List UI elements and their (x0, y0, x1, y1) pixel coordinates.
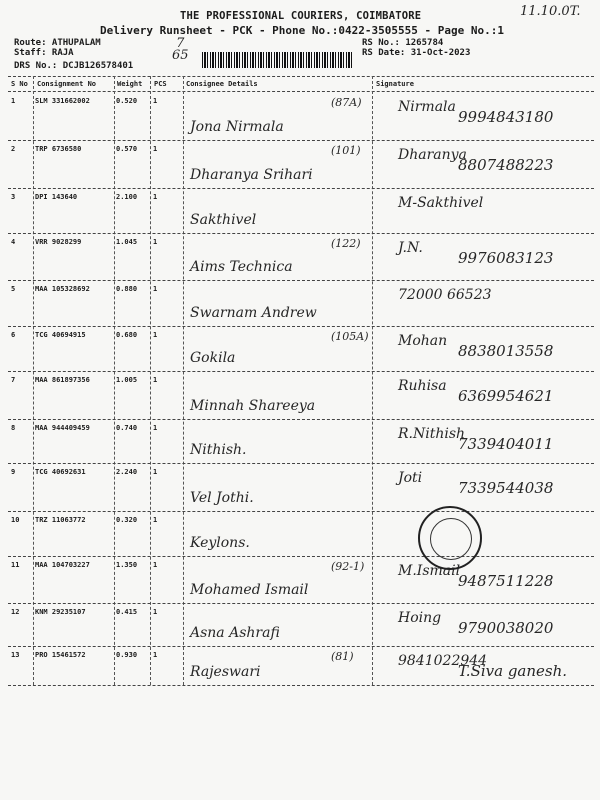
row-signature-1: 9841022944 (398, 653, 488, 669)
row-weight: 0.320 (116, 516, 138, 524)
row-signature-1: J.N. (398, 240, 423, 256)
delivery-stamp (418, 506, 482, 570)
row-signature-2: 9994843180 (458, 108, 554, 126)
row-sno: 6 (11, 331, 16, 339)
row-pcs: 1 (153, 424, 158, 432)
runsheet-subtitle: Delivery Runsheet - PCK - Phone No.:0422-3505555 - Page No.:1 (100, 24, 504, 37)
table-row (8, 646, 594, 686)
row-consignment: DPI 143640 (35, 193, 78, 201)
company-title: THE PROFESSIONAL COURIERS, COIMBATORE (180, 10, 422, 22)
row-note: (122) (331, 237, 361, 250)
table-row (8, 419, 594, 464)
row-consignee: Swarnam Andrew (190, 305, 317, 321)
table-row (8, 556, 594, 604)
row-sno: 13 (11, 651, 20, 659)
barcode (202, 52, 354, 68)
handwritten-mark-top: 7 (176, 36, 185, 51)
top-note: 11.10.0T. (520, 4, 581, 19)
column-header-pcs: PCS (154, 80, 167, 88)
row-weight: 0.520 (116, 97, 138, 105)
row-weight: 1.350 (116, 561, 138, 569)
table-row (8, 603, 594, 647)
row-pcs: 1 (153, 97, 158, 105)
row-signature-2: T.Siva ganesh. (458, 662, 568, 680)
column-header-weight: Weight (117, 80, 143, 88)
row-consignment: TCG 40694915 (35, 331, 86, 339)
table-row (8, 188, 594, 234)
row-note: (87A) (331, 96, 362, 109)
rs-number: RS No.: 1265784 (362, 38, 444, 48)
row-signature-2: 9976083123 (458, 249, 554, 267)
row-consignment: VRR 9028299 (35, 238, 82, 246)
row-consignee: Jona Nirmala (190, 119, 284, 135)
row-pcs: 1 (153, 651, 158, 659)
table-row (8, 326, 594, 372)
row-weight: 2.100 (116, 193, 138, 201)
row-pcs: 1 (153, 285, 158, 293)
row-pcs: 1 (153, 608, 158, 616)
row-consignee: Mohamed Ismail (190, 582, 309, 598)
column-header-sno: S No (11, 80, 28, 88)
row-signature-2: 9487511228 (458, 572, 554, 590)
row-weight: 0.680 (116, 331, 138, 339)
row-weight: 1.005 (116, 376, 138, 384)
row-weight: 0.740 (116, 424, 138, 432)
row-consignment: MAA 105328692 (35, 285, 90, 293)
drs-number: DRS No.: DCJB126578401 (14, 61, 134, 71)
row-note: (81) (331, 650, 354, 663)
row-consignment: SLM 331662002 (35, 97, 90, 105)
row-pcs: 1 (153, 468, 158, 476)
row-consignee: Asna Ashrafi (190, 625, 280, 641)
row-consignee: Minnah Shareeya (190, 398, 316, 414)
table-row (8, 463, 594, 512)
row-sno: 11 (11, 561, 20, 569)
row-weight: 2.240 (116, 468, 138, 476)
row-signature-1: Joti (398, 470, 423, 486)
row-signature-1: Ruhisa (398, 378, 447, 394)
row-consignment: TRP 6736580 (35, 145, 82, 153)
row-signature-1: 72000 66523 (398, 287, 492, 303)
row-consignment: TCG 40692631 (35, 468, 86, 476)
handwritten-mark (172, 38, 189, 62)
rs-date: RS Date: 31-Oct-2023 (362, 48, 471, 58)
row-sno: 5 (11, 285, 16, 293)
row-consignment: PRO 15461572 (35, 651, 86, 659)
column-header-consignee: Consignee Details (186, 80, 258, 88)
row-signature-1: Nirmala (398, 99, 456, 115)
row-pcs: 1 (153, 561, 158, 569)
row-signature-1: Hoing (398, 610, 442, 626)
row-signature-2: 6369954621 (458, 387, 554, 405)
row-weight: 0.415 (116, 608, 138, 616)
row-sno: 1 (11, 97, 16, 105)
handwritten-mark-bottom: 65 (172, 48, 189, 63)
table-row (8, 371, 594, 420)
table-row (8, 280, 594, 327)
row-sno: 12 (11, 608, 20, 616)
row-consignee: Aims Technica (190, 259, 293, 275)
row-signature-1: M-Sakthivel (398, 195, 484, 211)
table-row (8, 92, 594, 141)
table-top-border (8, 76, 594, 77)
row-weight: 1.045 (116, 238, 138, 246)
row-consignment: MAA 104703227 (35, 561, 90, 569)
row-signature-1: Mohan (398, 333, 448, 349)
row-signature-2: 7339544038 (458, 479, 554, 497)
row-note: (101) (331, 144, 361, 157)
table-row (8, 140, 594, 189)
row-sno: 2 (11, 145, 16, 153)
column-header-signature: Signature (376, 80, 414, 88)
row-signature-1: M.Ismail (398, 563, 461, 579)
row-pcs: 1 (153, 376, 158, 384)
row-note: (92-1) (331, 560, 365, 573)
staff-label: Staff: RAJA (14, 48, 74, 58)
row-sno: 4 (11, 238, 16, 246)
row-weight: 0.570 (116, 145, 138, 153)
row-weight: 0.930 (116, 651, 138, 659)
row-signature-2: 8807488223 (458, 156, 554, 174)
row-sno: 3 (11, 193, 16, 201)
row-sno: 8 (11, 424, 16, 432)
row-pcs: 1 (153, 145, 158, 153)
row-consignment: TRZ 11063772 (35, 516, 86, 524)
table-row (8, 233, 594, 281)
row-consignee: Dharanya Srihari (190, 167, 313, 183)
row-signature-2: 8838013558 (458, 342, 554, 360)
row-sno: 10 (11, 516, 20, 524)
row-sno: 7 (11, 376, 16, 384)
row-pcs: 1 (153, 193, 158, 201)
row-consignee: Sakthivel (190, 212, 257, 228)
row-consignment: MAA 861897356 (35, 376, 90, 384)
row-consignee: Vel Jothi. (190, 490, 254, 506)
row-consignee: Keylons. (190, 535, 250, 551)
row-pcs: 1 (153, 516, 158, 524)
row-consignment: KNM 29235107 (35, 608, 86, 616)
row-consignment: MAA 944409459 (35, 424, 90, 432)
row-consignee: Gokila (190, 350, 236, 366)
row-sno: 9 (11, 468, 16, 476)
row-consignee: Rajeswari (190, 664, 261, 680)
row-pcs: 1 (153, 238, 158, 246)
row-consignee: Nithish. (190, 442, 247, 458)
route-label: Route: ATHUPALAM (14, 38, 101, 48)
row-signature-2: 7339404011 (458, 435, 554, 453)
row-note: (105A) (331, 330, 369, 343)
table-row (8, 511, 594, 557)
row-weight: 0.880 (116, 285, 138, 293)
column-header-consignment: Consignment No (37, 80, 97, 88)
row-pcs: 1 (153, 331, 158, 339)
row-signature-2: 9790038020 (458, 619, 554, 637)
row-signature-1: Dharanya (398, 147, 467, 163)
row-signature-1: R.Nithish (398, 426, 466, 442)
